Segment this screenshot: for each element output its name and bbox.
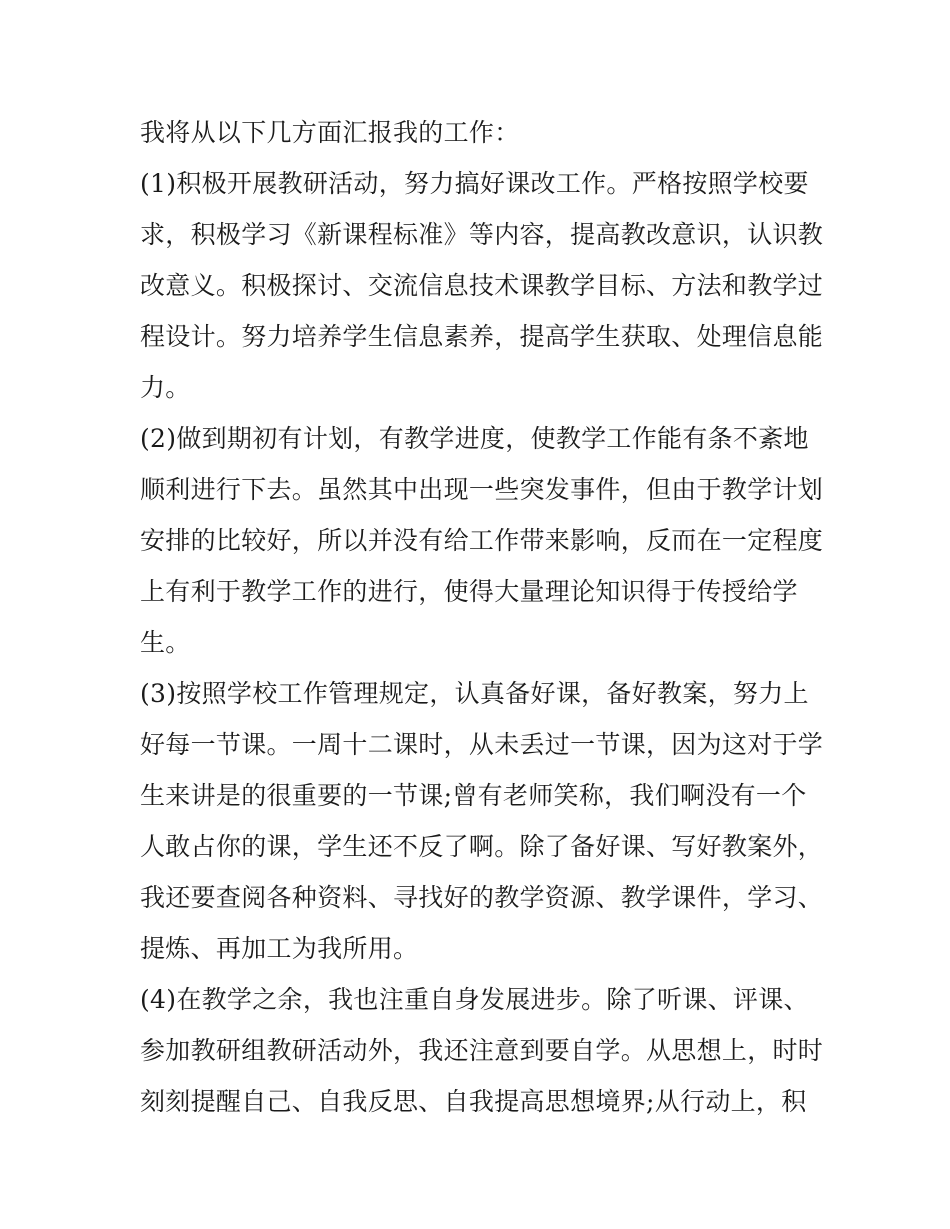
text-line-item-3: (3)按照学校工作管理规定，认真备好课，备好教案，努力上: [140, 679, 809, 708]
text-line: 改意义。积极探讨、交流信息技术课教学目标、方法和教学过: [140, 271, 824, 300]
text-line-item-2: (2)做到期初有计划，有教学进度，使教学工作能有条不紊地: [140, 424, 809, 453]
text-line: 程设计。努力培养学生信息素养，提高学生获取、处理信息能: [140, 322, 824, 351]
text-line: 刻刻提醒自己、自我反思、自我提高思想境界;从行动上，积: [140, 1087, 807, 1116]
text-line: 人敢占你的课，学生还不反了啊。除了备好课、写好教案外，: [140, 832, 824, 861]
text-line: 生。: [140, 628, 191, 657]
text-line: 好每一节课。一周十二课时，从未丢过一节课，因为这对于学: [140, 730, 824, 759]
text-line-item-4: (4)在教学之余，我也注重自身发展进步。除了听课、评课、: [140, 985, 809, 1014]
text-line: 生来讲是的很重要的一节课;曾有老师笑称，我们啊没有一个: [140, 781, 807, 810]
text-line-item-1: (1)积极开展教研活动，努力搞好课改工作。严格按照学校要: [140, 169, 809, 198]
text-line: 求，积极学习《新课程标准》等内容，提高教改意识，认识教: [140, 220, 824, 249]
text-line: 提炼、再加工为我所用。: [140, 934, 419, 963]
text-line-intro: 我将从以下几方面汇报我的工作：: [140, 118, 520, 147]
document-body: [140, 107, 824, 1127]
text-line: 顺利进行下去。虽然其中出现一些突发事件，但由于教学计划: [140, 475, 824, 504]
text-line: 安排的比较好，所以并没有给工作带来影响，反而在一定程度: [140, 526, 824, 555]
text-line: 参加教研组教研活动外，我还注意到要自学。从思想上，时时: [140, 1036, 824, 1065]
text-line: 力。: [140, 373, 191, 402]
text-line: 我还要查阅各种资料、寻找好的教学资源、教学课件，学习、: [140, 883, 824, 912]
text-line: 上有利于教学工作的进行，使得大量理论知识得于传授给学: [140, 577, 798, 606]
